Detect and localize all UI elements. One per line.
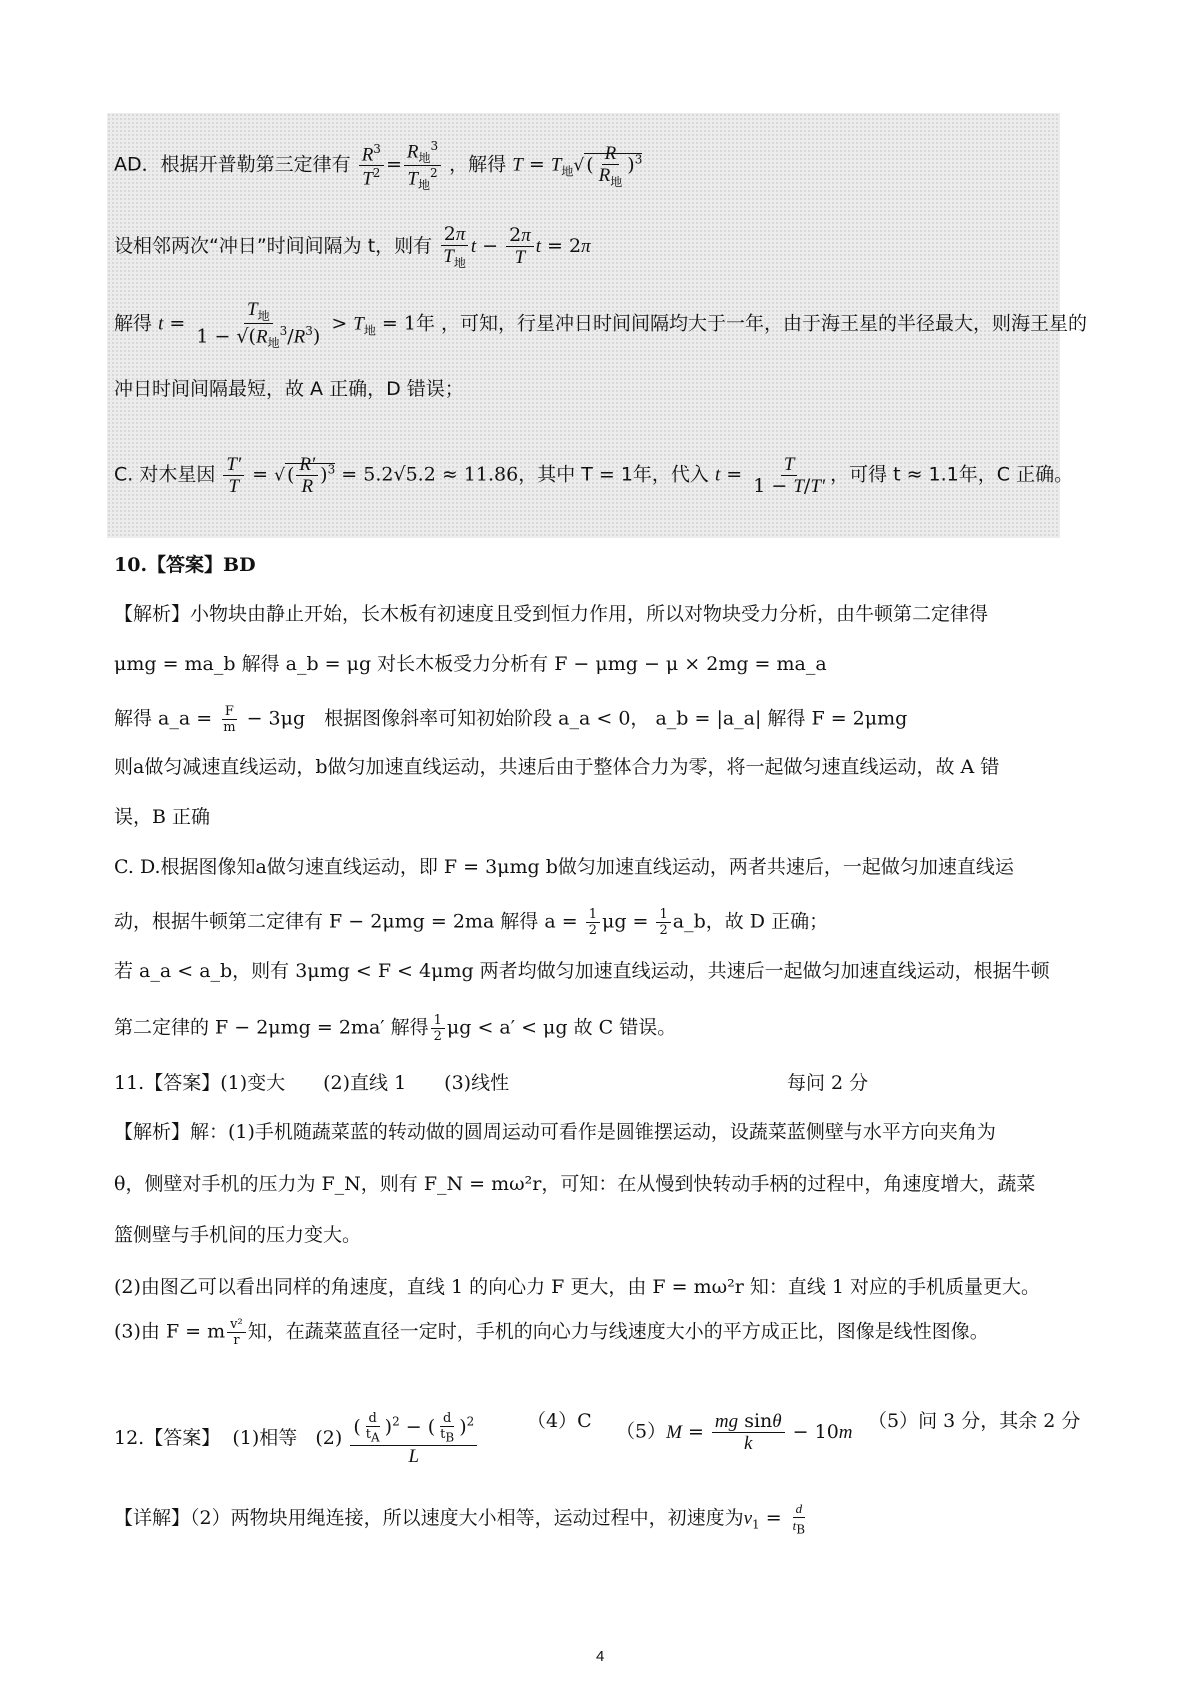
q11-score: 每问 2 分: [787, 1072, 869, 1094]
q9-ad-line: AD．根据开普勒第三定律有 $\frac{R^3}{T^2}$ = $\frac{R_地^3}{T_地^2}$ ，解得 $T = T_地√$ ( $\frac{R}{R_地}$ )$^3$: [114, 139, 643, 193]
q11-line-2: θ，侧壁对手机的压力为 F_N，则有 F_N = mω²r，可知：在从慢到快转动手柄的过程中，角速度增大，蔬菜: [114, 1173, 1036, 1195]
q10-line-7: 动，根据牛顿第二定律有 F − 2μmg = 2ma 解得 a = $\frac{1}{2}$ μg = $\frac{1}{2}$ a_b，故 D 正确；: [114, 907, 829, 938]
kepler-fraction-right: $\frac{R_地^3}{T_地^2}$: [404, 140, 441, 191]
q12-part-5: （5）M = $\frac{\text{mg sinθ}}{k}$ − 10m: [616, 1410, 853, 1454]
q10-line-6: C. D.根据图像知a做匀速直线运动，即 F = 3μmg b做匀加速直线运动，两者共速后，一起做匀加速直线运: [114, 856, 1014, 878]
q10-line-3: 解得 a_a = $\frac{F}{m}$ − 3μg 根据图像斜率可知初始阶段 a_a < 0， a_b = |a_a| 解得 F = 2μmg: [114, 704, 908, 735]
q9-conclusion: 冲日时间间隔最短，故 A 正确，D 错误；: [114, 378, 464, 400]
q12-detail: 【详解】（2）两物块用绳连接，所以速度大小相等，运动过程中，初速度为$v_1$ = $\frac{d}{t_B}$: [114, 1501, 806, 1537]
q11-answer: 11.【答案】(1)变大 (2)直线 1 (3)线性: [114, 1072, 510, 1094]
q11-line-1: 【解析】解：(1)手机随蔬菜蓝的转动做的圆周运动可看作是圆锥摆运动，设蔬菜蓝侧壁与水平方向夹角为: [114, 1121, 996, 1143]
q10-line-9: 第二定律的 F − 2μmg = 2ma′ 解得 $\frac{1}{2}$ μg < a′ < μg 故 C 错误。: [114, 1013, 677, 1044]
q12-score: （5）问 3 分，其余 2 分: [868, 1410, 1081, 1432]
page-number: 4: [596, 1648, 605, 1665]
q11-line-3: 篮侧壁与手机间的压力变大。: [114, 1224, 362, 1246]
q9-synodic-line: 设相邻两次“冲日”时间间隔为 t，则有 $\frac{2\pi}{T_地}$ t − $\frac{2\pi}{T}$ t = 2π: [114, 223, 591, 270]
q10-answer: 10.【答案】BD: [114, 554, 256, 576]
q10-line-1: 【解析】小物块由静止开始，长木板有初速度且受到恒力作用，所以对物块受力分析，由牛顿第二定律得: [114, 603, 989, 625]
q12-answer-line: 12.【答案】 (1)相等 (2) ( $\frac{d}{t_A}$ )$^2$ − ( $\frac{d}{t_B}$ )$^2$ L: [114, 1412, 479, 1466]
q10-line-2: μmg = ma_b 解得 a_b = μg 对长木板受力分析有 F − μmg − μ × 2mg = ma_a: [114, 653, 827, 675]
q9-c-line: C. 对木星因 $\frac{T'}{T}$ = √ ( $\frac{R'}{R}$ )$^3$ = 5.2√5.2 ≈ 11.86，其中 T = 1年，代入 t = $\frac{T}{1 - T/T'}$ ，可得 t ≈ 1.1年，C 正确。: [114, 454, 1074, 497]
q12-acceleration-formula: ( $\frac{d}{t_A}$ )$^2$ − ( $\frac{d}{t_B}$ )$^2$ L: [350, 1412, 477, 1466]
q10-line-4: 则a做匀减速直线运动，b做匀加速直线运动，共速后由于整体合力为零，将一起做匀速直线运动，故 A 错: [114, 756, 1000, 778]
q11-line-5: (3)由 F = m $\frac{\text{v²}}{r}$ 知，在蔬菜蓝直径一定时，手机的向心力与线速度大小的平方成正比，图像是线性图像。: [114, 1317, 989, 1348]
q10-line-5: 误，B 正确: [114, 806, 211, 828]
kepler-fraction-left: $\frac{R^3}{T^2}$: [359, 143, 384, 189]
q9-solve-line: 解得 t = $\frac{T_地}{1 - √(R_地^3/R^3)}$ > $T_地 = 1$年 ，可知，行星冲日时间间隔均大于一年，由于海王星的半径最大，则海王星的: [114, 299, 1088, 350]
q12-mass-formula: M = $\frac{\text{mg sinθ}}{k}$ − 10m: [666, 1410, 853, 1454]
q12-part-4: （4）C: [527, 1410, 592, 1432]
q10-line-8: 若 a_a < a_b，则有 3μmg < F < 4μmg 两者均做匀加速直线运动，共速后一起做匀加速直线运动，根据牛顿: [114, 960, 1050, 982]
q11-line-4: (2)由图乙可以看出同样的角速度，直线 1 的向心力 F 更大，由 F = mω²r 知：直线 1 对应的手机质量更大。: [114, 1276, 1040, 1298]
